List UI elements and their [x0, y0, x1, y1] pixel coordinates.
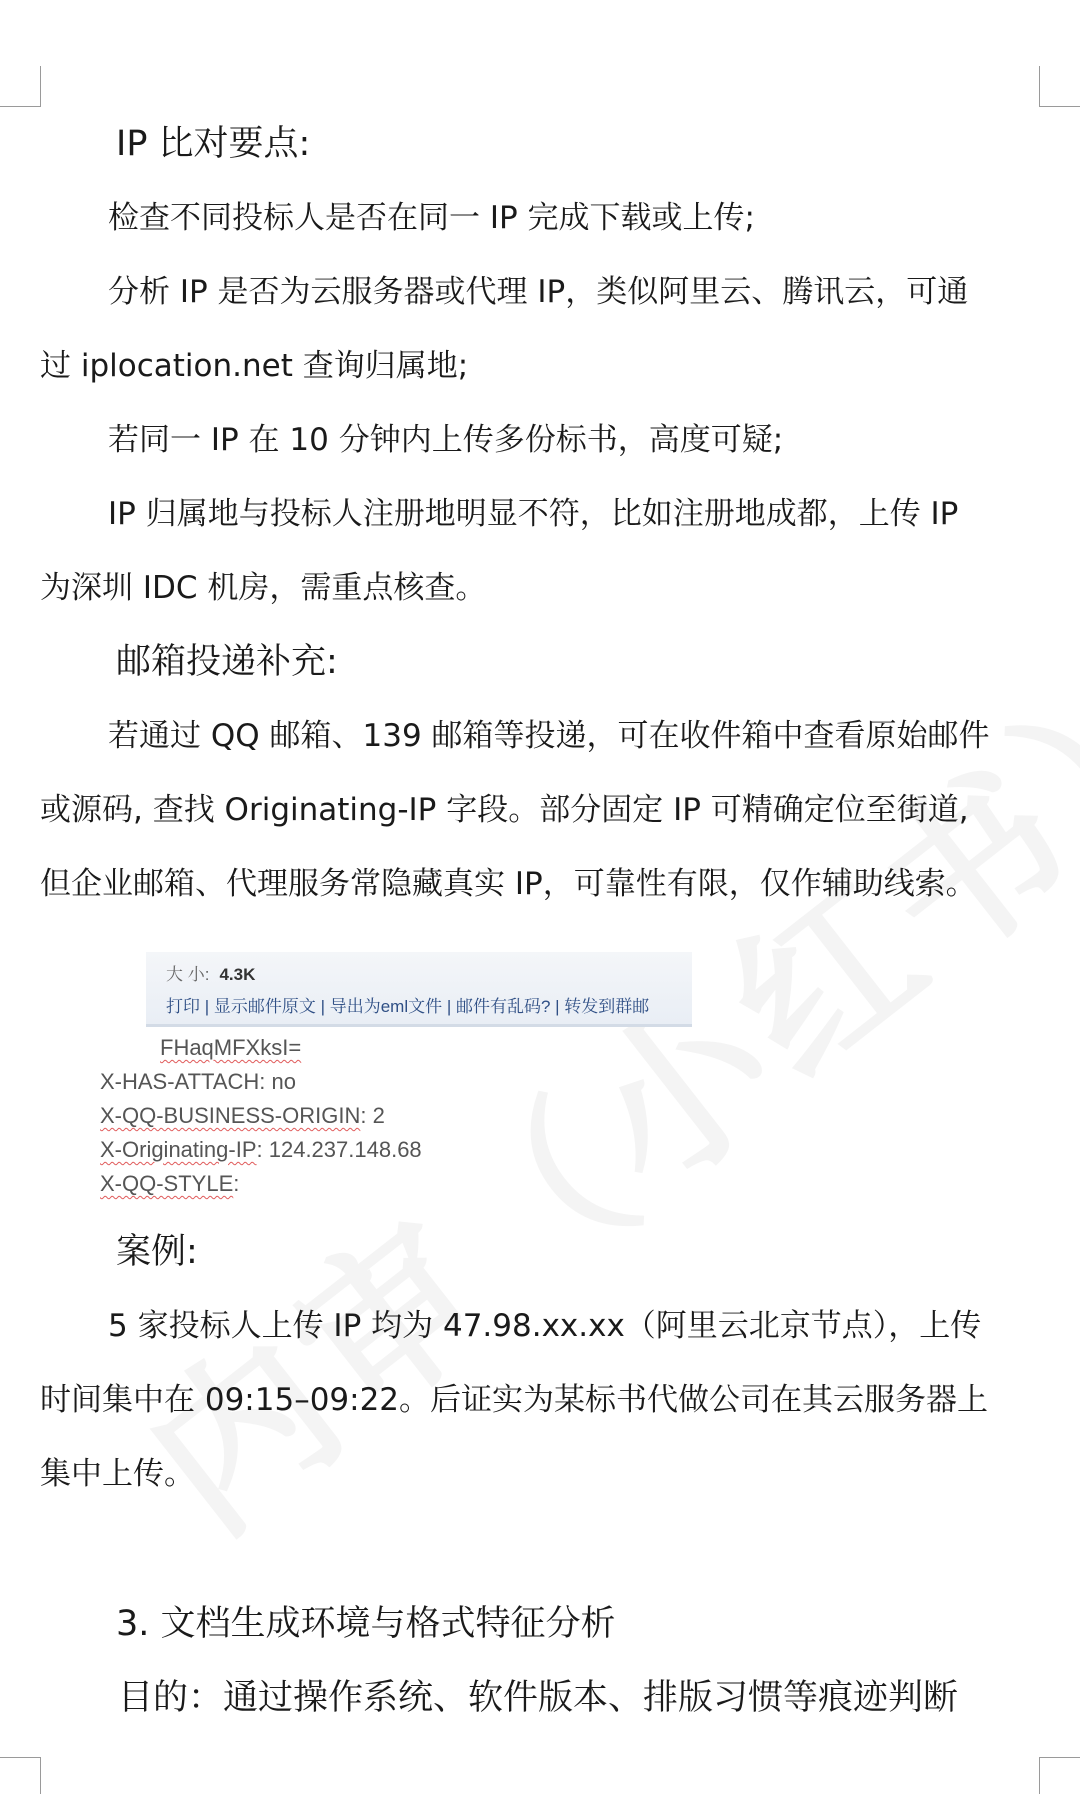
email-header-hash: FHaqMFXksI= — [160, 1035, 302, 1060]
email-header-key: X-Originating-IP — [100, 1137, 257, 1162]
email-header-key: X-HAS-ATTACH — [100, 1069, 260, 1094]
email-header-line-2 — [100, 1103, 385, 1129]
email-size — [166, 960, 255, 985]
ip-compare-point-2-line-1: 分析 IP 是否为云服务器或代理 IP，类似阿里云、腾讯云，可通 — [108, 274, 969, 310]
ip-compare-heading: IP 比对要点: — [116, 124, 311, 164]
email-toolbar-screenshot — [146, 952, 692, 1027]
email-header-value: : no — [259, 1069, 296, 1094]
page-corner-mark-top-left — [0, 66, 41, 107]
email-header-line-0 — [160, 1035, 301, 1061]
page-corner-mark-bottom-right — [1039, 1757, 1080, 1794]
email-header-value: : 2 — [360, 1103, 385, 1128]
section-3-purpose: 目的：通过操作系统、软件版本、排版习惯等痕迹判断 — [118, 1678, 959, 1718]
email-header-line-4 — [100, 1171, 239, 1197]
email-header-value: : 124.237.148.68 — [256, 1137, 422, 1162]
email-heading: 邮箱投递补充: — [116, 642, 338, 682]
email-line-3: 但企业邮箱、代理服务常隐藏真实 IP，可靠性有限，仅作辅助线索。 — [40, 866, 977, 902]
email-header-line-1 — [100, 1069, 296, 1095]
ip-compare-point-4-line-1: IP 归属地与投标人注册地明显不符，比如注册地成都，上传 IP — [108, 496, 959, 532]
ip-compare-point-3: 若同一 IP 在 10 分钟内上传多份标书，高度可疑; — [108, 422, 784, 458]
email-size-label: 大 小: — [166, 965, 210, 984]
email-actions: 打印 | 显示邮件原文 | 导出为eml文件 | 邮件有乱码? | 转发到群邮 — [166, 997, 650, 1016]
email-header-key: X-QQ-BUSINESS-ORIGIN — [100, 1103, 361, 1128]
email-line-2: 或源码, 查找 Originating-IP 字段。部分固定 IP 可精确定位至街道, — [40, 792, 969, 828]
email-header-line-3 — [100, 1137, 422, 1163]
email-size-value: 4.3K — [219, 965, 256, 984]
email-header-key: X-QQ-STYLE — [100, 1171, 234, 1196]
case-line-2: 时间集中在 09:15–09:22。后证实为某标书代做公司在其云服务器上 — [40, 1382, 989, 1418]
section-3-title: 3. 文档生成环境与格式特征分析 — [116, 1604, 616, 1644]
case-heading: 案例: — [116, 1232, 198, 1272]
email-header-value: : — [233, 1171, 240, 1196]
case-line-1: 5 家投标人上传 IP 均为 47.98.xx.xx（阿里云北京节点），上传 — [108, 1308, 982, 1344]
ip-compare-point-4-line-2: 为深圳 IDC 机房，需重点核查。 — [40, 570, 487, 606]
ip-compare-point-2-line-2: 过 iplocation.net 查询归属地; — [40, 348, 469, 384]
page-corner-mark-bottom-left — [0, 1757, 41, 1794]
page-corner-mark-top-right — [1039, 66, 1080, 107]
email-line-1: 若通过 QQ 邮箱、139 邮箱等投递，可在收件箱中查看原始邮件 — [108, 718, 990, 754]
case-line-3: 集中上传。 — [40, 1456, 195, 1492]
ip-compare-point-1: 检查不同投标人是否在同一 IP 完成下载或上传; — [108, 200, 755, 236]
